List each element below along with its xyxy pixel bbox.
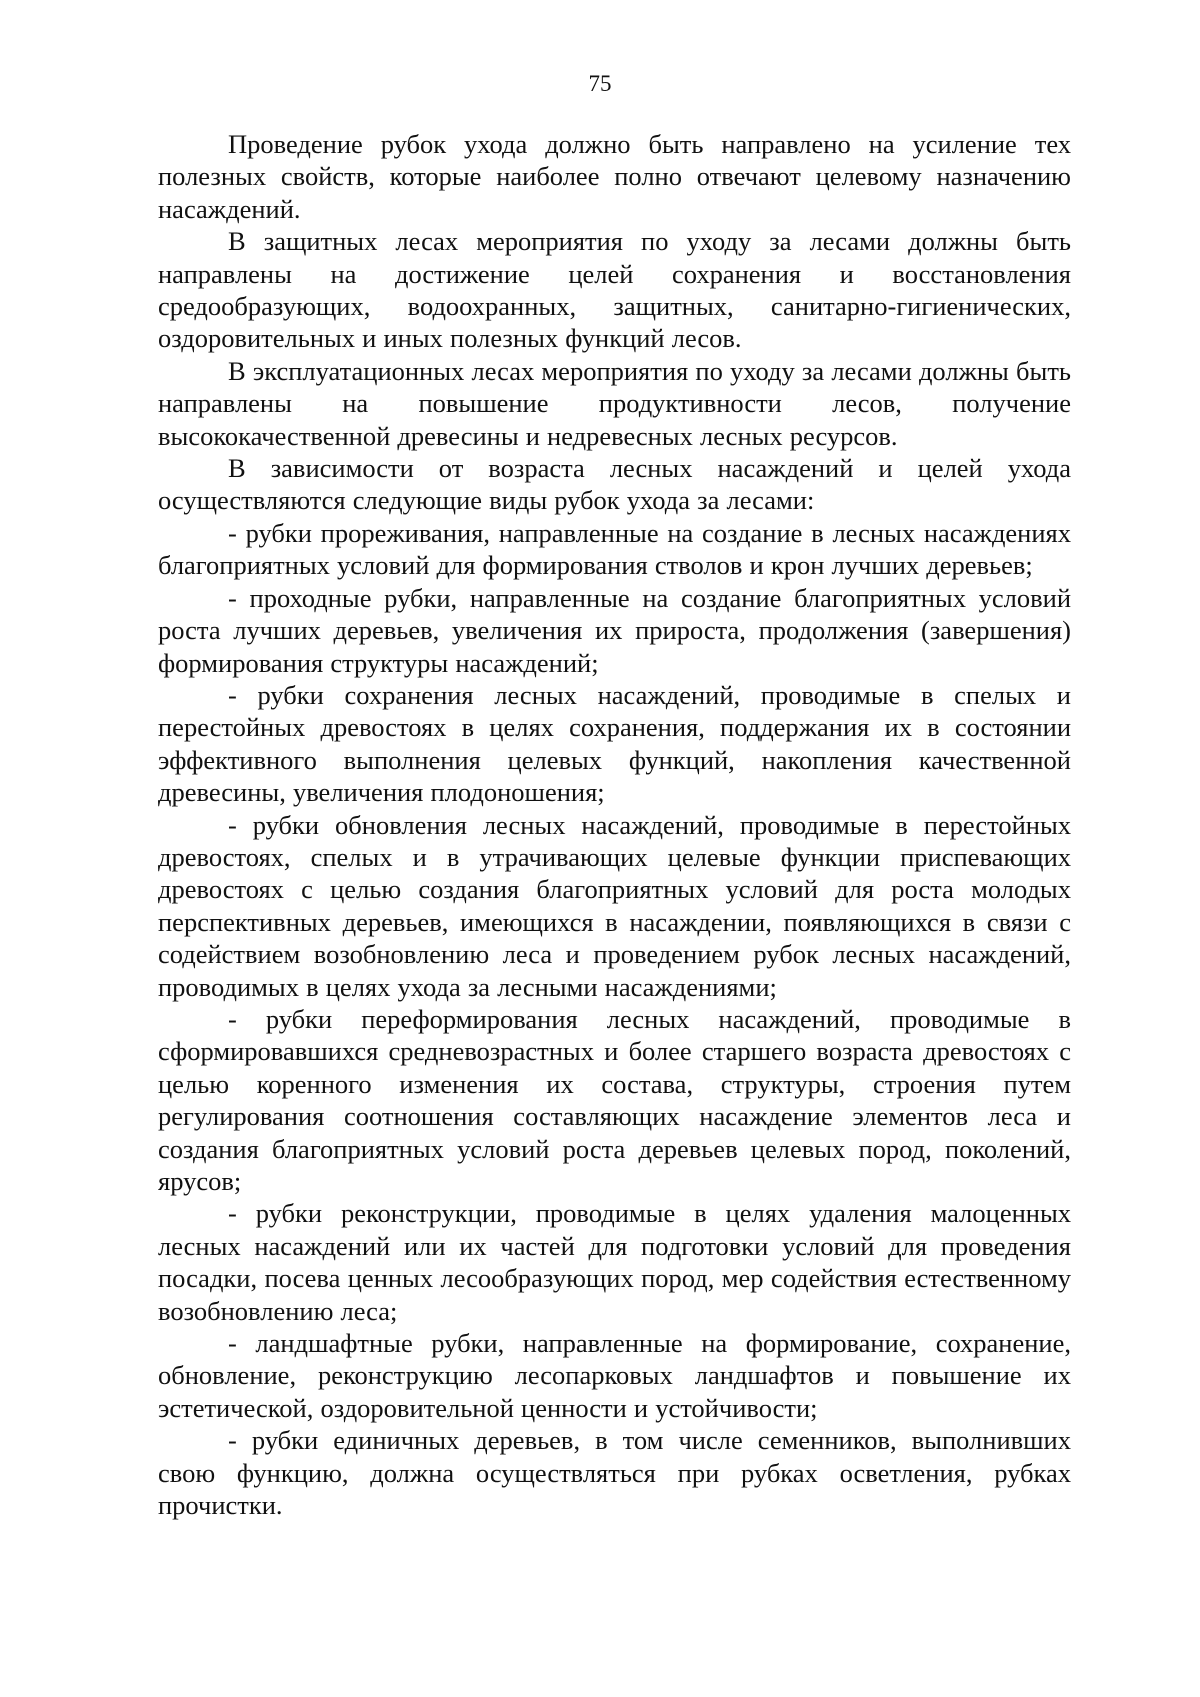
list-item-passage-cuttings: - проходные рубки, направленные на создание благоприятных условий роста лучших деревьев, увеличения их прироста, продолжения (завершения) формирования структуры насаждений; (158, 582, 1071, 678)
paragraph-protective-forests: В защитных лесах мероприятия по уходу за лесами должны быть направлены на достижение целей сохранения и восстановления средообразующих, водоохранных, защитных, санитарно-гигиенических, оздоровительных и иных полезных функций лесов. (158, 226, 1071, 354)
list-item-single-tree-cuttings: - рубки единичных деревьев, в том числе семенников, выполнивших свою функцию, должна осуществляться при рубках осветления, рубках прочистки. (158, 1425, 1071, 1521)
list-item-landscape-cuttings: - ландшафтные рубки, направленные на формирование, сохранение, обновление, реконструкцию лесопарковых ландшафтов и повышение их эстетической, оздоровительной ценности и устойчивости; (158, 1328, 1071, 1423)
paragraph-intro: Проведение рубок ухода должно быть направлено на усиление тех полезных свойств, которые наиболее полно отвечают целевому назначению насаждений. (158, 129, 1071, 224)
paragraph-operational-forests: В эксплуатационных лесах мероприятия по уходу за лесами должны быть направлены на повышение продуктивности лесов, получение высококачественной древесины и недревесных лесных ресурсов. (158, 355, 1071, 451)
list-item-thinning: - рубки прореживания, направленные на создание в лесных насаждениях благоприятных условий для формирования стволов и крон лучших деревьев; (158, 517, 1071, 581)
list-item-preservation-cuttings: - рубки сохранения лесных насаждений, проводимые в спелых и перестойных древостоях в целях сохранения, поддержания их в состоянии эффективного выполнения целевых функций, накопления качественной древесины, увеличения плодоношения; (158, 679, 1071, 808)
document-body (158, 128, 1071, 1521)
list-item-renewal-cuttings: - рубки обновления лесных насаждений, проводимые в перестойных древостоях, спелых и в утрачивающих целевые функции приспевающих древостоях с целью создания благоприятных условий для роста молодых перспективных деревьев, имеющихся в насаждении, появляющихся в связи с содействием возобновлению леса и проведением рубок лесных насаждений, проводимых в целях ухода за лесными насаждениями; (158, 809, 1071, 1002)
list-item-reformation-cuttings: - рубки переформирования лесных насаждений, проводимые в сформировавшихся средневозрастных и более старшего возраста древостоях с целью коренного изменения их состава, структуры, строения путем регулирования соотношения составляющих насаждение элементов леса и создания благоприятных условий роста деревьев целевых пород, поколений, ярусов; (158, 1003, 1071, 1196)
page-number: 75 (588, 71, 612, 96)
list-item-reconstruction-cuttings: - рубки реконструкции, проводимые в целях удаления малоценных лесных насаждений или их частей для подготовки условий для проведения посадки, посева ценных лесообразующих пород, мер содействия естественному возобновлению леса; (158, 1198, 1071, 1326)
paragraph-types-intro: В зависимости от возраста лесных насаждений и целей ухода осуществляются следующие виды рубок ухода за лесами: (158, 453, 1071, 516)
